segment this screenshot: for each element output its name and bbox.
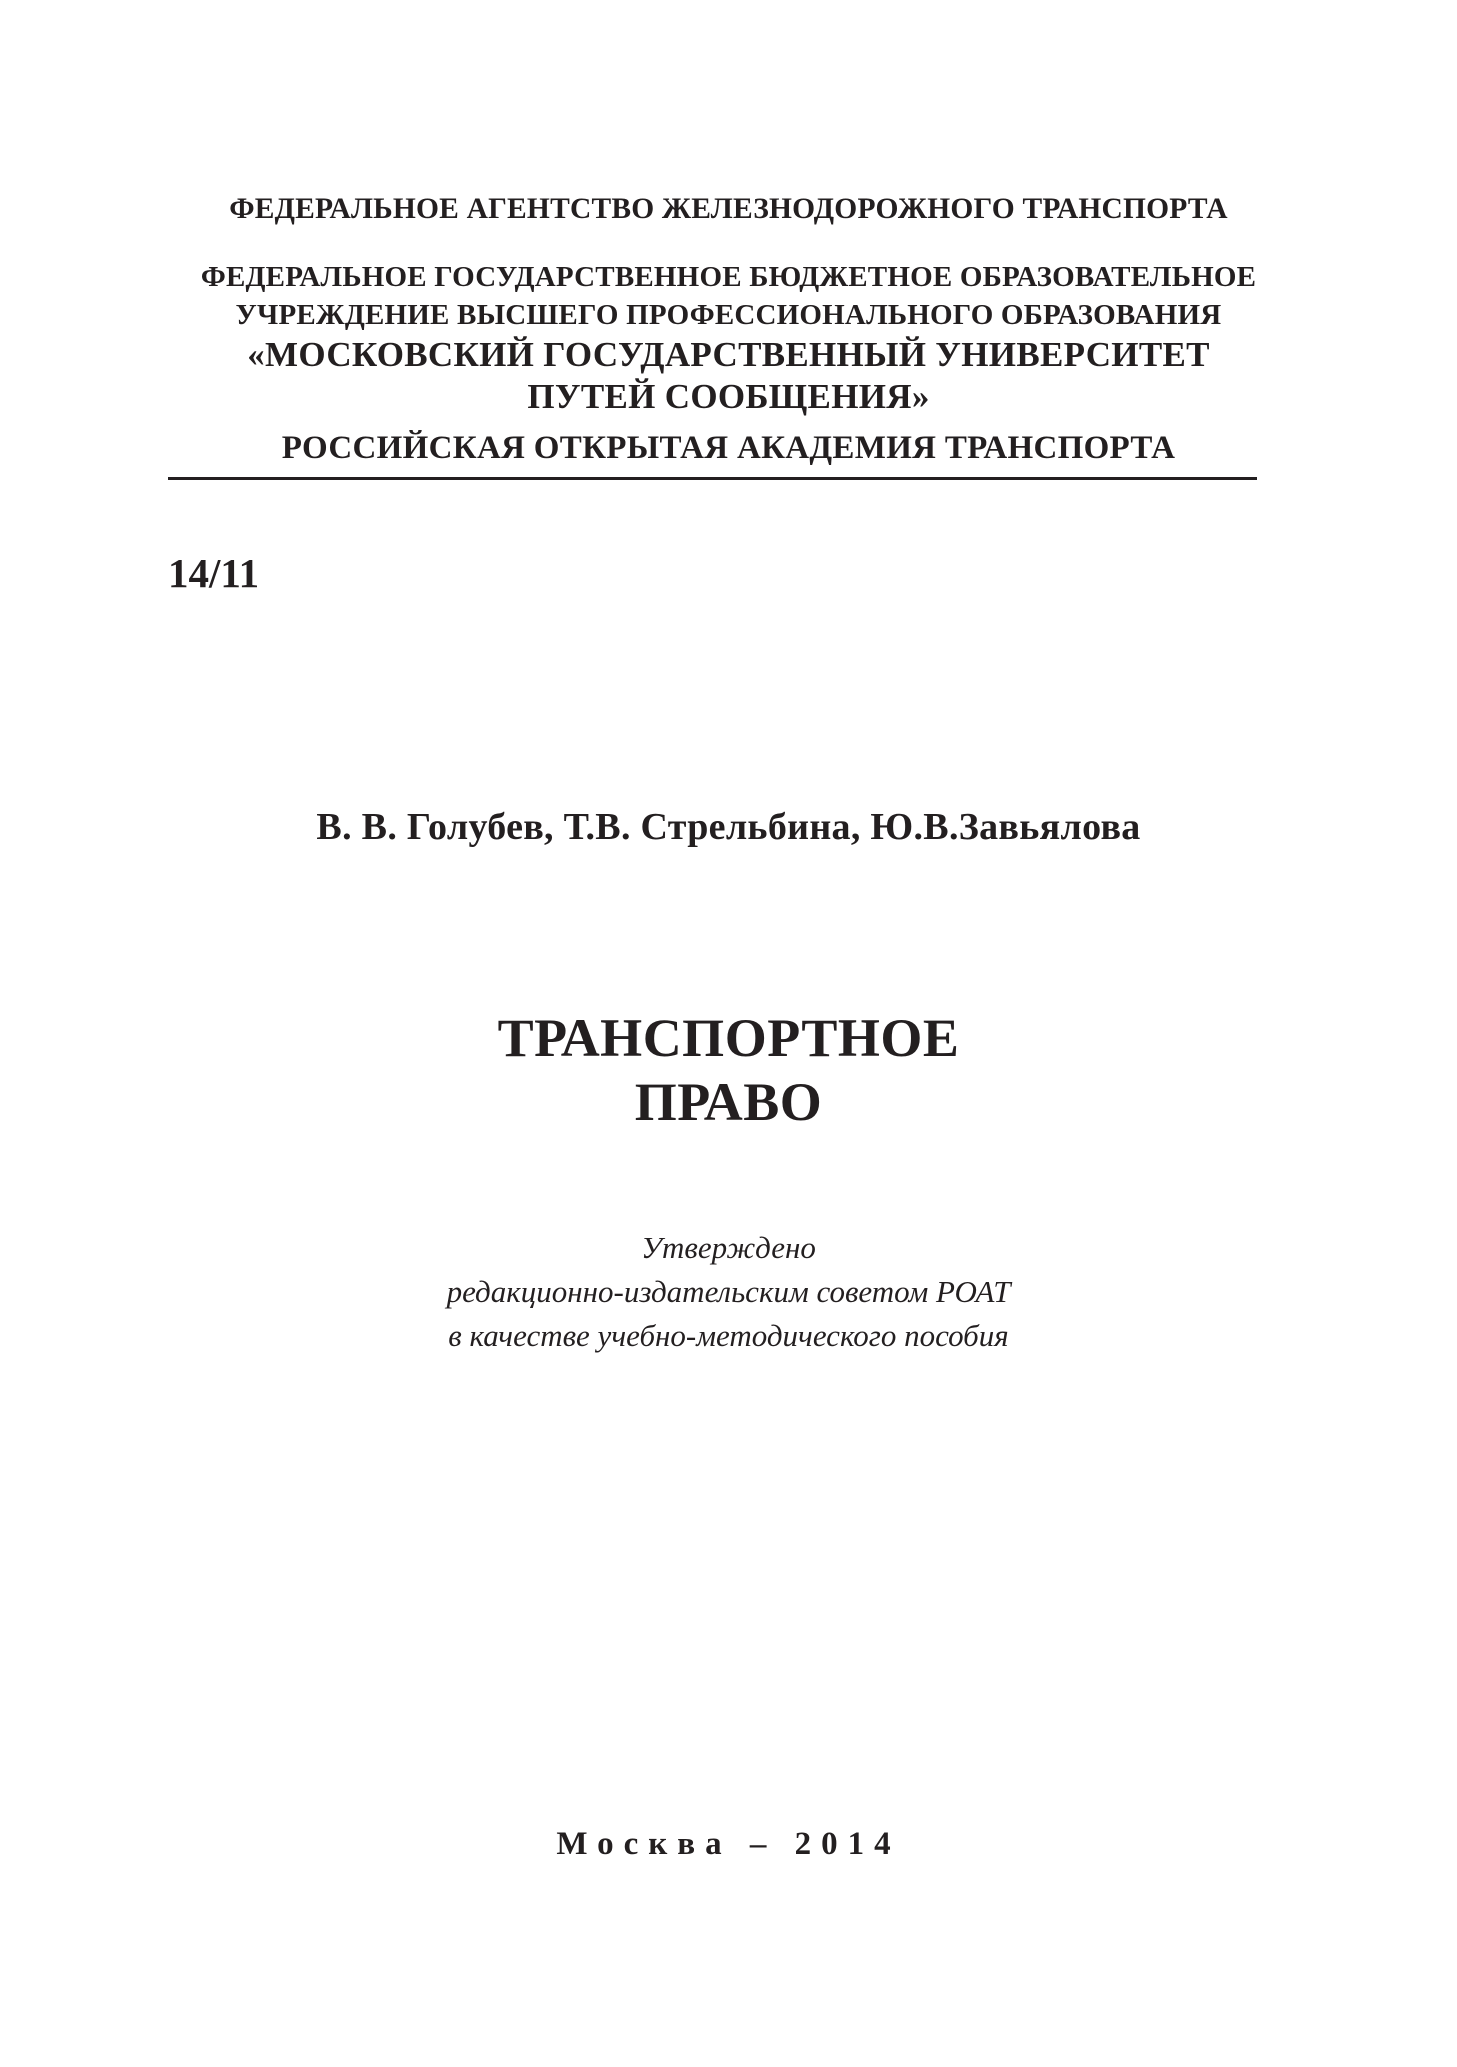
agency-name: ФЕДЕРАЛЬНОЕ АГЕНТСТВО ЖЕЛЕЗНОДОРОЖНОГО ТРАНСПОРТА xyxy=(229,193,1228,225)
imprint-city-year: Москва – 2014 xyxy=(556,1826,901,1862)
document-number: 14/11 xyxy=(168,550,260,596)
book-title-line-2: ПРАВО xyxy=(634,1072,823,1132)
institution-name xyxy=(0,258,1457,418)
institution-line-2: УЧРЕЖДЕНИЕ ВЫСШЕГО ПРОФЕССИОНАЛЬНОГО ОБРАЗОВАНИЯ xyxy=(235,299,1222,331)
approval-line-1: Утверждено xyxy=(641,1230,816,1265)
institution-line-4: ПУТЕЙ СООБЩЕНИЯ» xyxy=(527,377,930,416)
authors: В. В. Голубев, Т.В. Стрельбина, Ю.В.Завьялова xyxy=(316,806,1141,848)
book-title xyxy=(0,1006,1457,1134)
approval-line-3: в качестве учебно-методического пособия xyxy=(448,1318,1009,1353)
academy-name: РОССИЙСКАЯ ОТКРЫТАЯ АКАДЕМИЯ ТРАНСПОРТА xyxy=(281,430,1176,466)
institution-line-3: «МОСКОВСКИЙ ГОСУДАРСТВЕННЫЙ УНИВЕРСИТЕТ xyxy=(247,335,1210,374)
approval-line-2: редакционно-издательским советом РОАТ xyxy=(446,1274,1011,1309)
institution-line-1: ФЕДЕРАЛЬНОЕ ГОСУДАРСТВЕННОЕ БЮДЖЕТНОЕ ОБРАЗОВАТЕЛЬНОЕ xyxy=(200,261,1257,293)
approval-note xyxy=(0,1226,1457,1358)
book-title-line-1: ТРАНСПОРТНОЕ xyxy=(497,1008,960,1068)
header-divider xyxy=(168,477,1257,480)
